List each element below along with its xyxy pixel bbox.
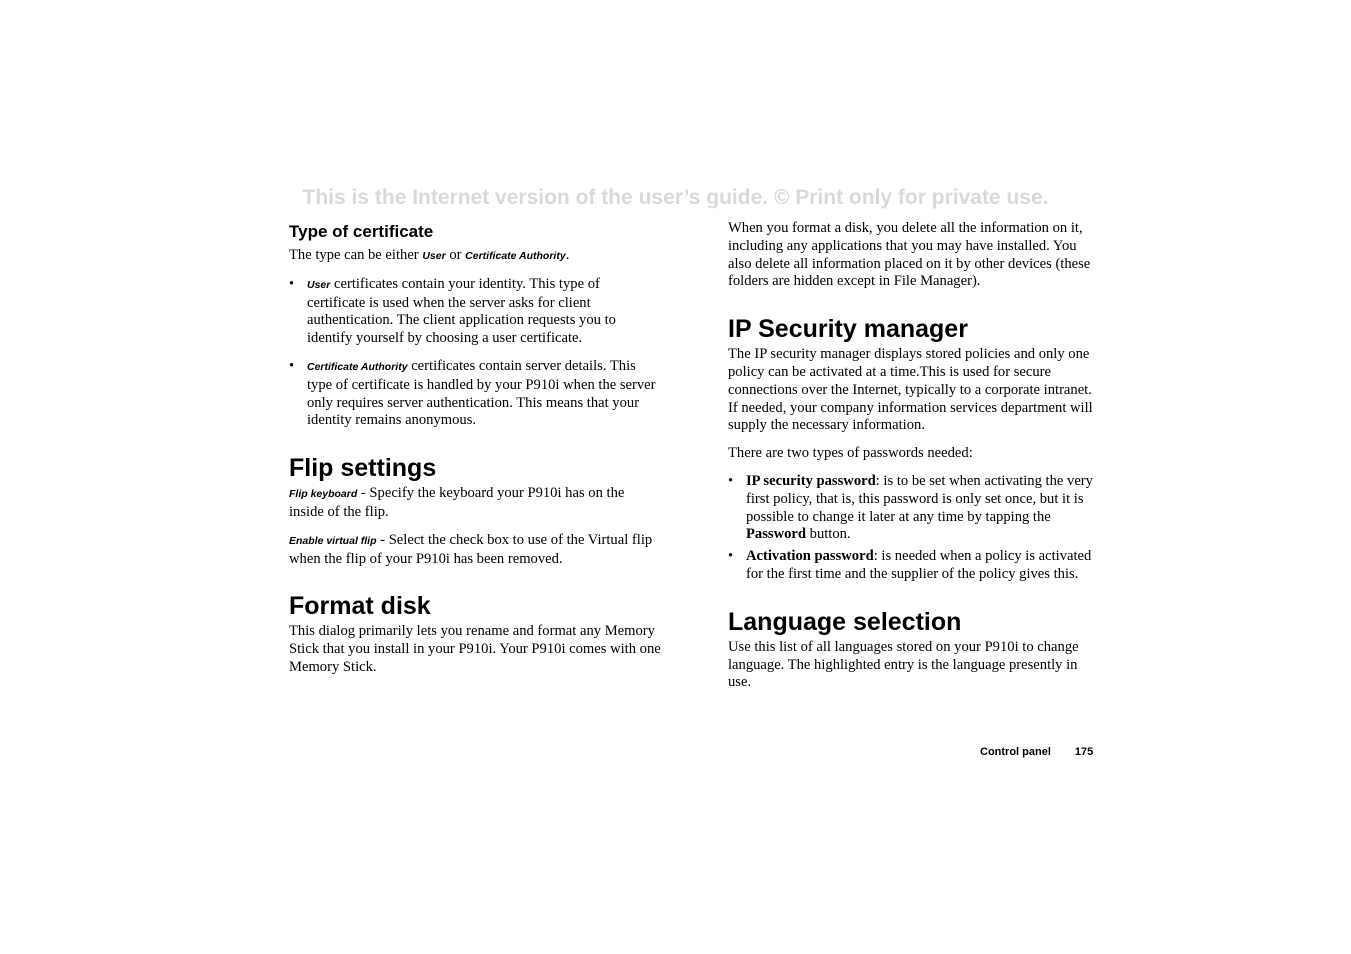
watermark: This is the Internet version of the user’s guide. © Print only for private use. — [302, 186, 1049, 209]
list-item: • User certificates contain your identity. This type of certificate is used when the server asks for client authentication. The client application requests you to identify yourself by choosing a user certificate. — [289, 275, 616, 347]
ip-security-manager-heading: IP Security manager — [728, 315, 968, 344]
page-number: 175 — [1074, 746, 1094, 758]
enable-virtual-flip-paragraph: Enable virtual flip - Select the check box to use of the Virtual flip when the flip of your P910i has been removed. — [289, 531, 653, 567]
right-column — [728, 220, 1100, 692]
language-selection-heading: Language selection — [728, 607, 962, 636]
list-item: • Activation password: is needed when a policy is activated for the first time and the supplier of the policy gives this. — [728, 548, 1092, 582]
left-column — [289, 220, 661, 677]
certificate-list — [289, 276, 661, 430]
password-types-paragraph: There are two types of passwords needed: — [728, 445, 973, 462]
flip-settings-heading: Flip settings — [289, 454, 437, 483]
type-of-certificate-heading: Type of certificate — [289, 222, 434, 241]
footer-section: Control panel — [980, 746, 1051, 758]
format-disk-continued: When you format a disk, you delete all the information on it, including any applications that you may have installed. You also delete all information placed on it by other devices (these folders are hidden except in File Manager). — [728, 220, 1091, 290]
list-item: • Certificate Authority certificates contain server details. This type of certificate is handled by your P910i when the server only requires server authentication. This means that your identity remains anonymous. — [289, 357, 656, 429]
language-selection-paragraph: Use this list of all languages stored on your P910i to change language. The highlighted entry is the language presently in use. — [728, 638, 1079, 691]
type-of-certificate-intro: The type can be either User or Certificate Authority. — [289, 247, 570, 263]
format-disk-heading: Format disk — [289, 592, 431, 621]
flip-keyboard-paragraph: Flip keyboard - Specify the keyboard your P910i has on the inside of the flip. — [289, 485, 625, 520]
password-list — [728, 473, 1100, 584]
list-item: • IP security password: is to be set when activating the very first policy, that is, this password is only set once, but it is possible to change it later at any time by tapping the Password button. — [728, 472, 1093, 543]
page-footer — [980, 746, 1093, 758]
format-disk-paragraph: This dialog primarily lets you rename and format any Memory Stick that you install in your P910i. Your P910i comes with one Memory Stick. — [289, 623, 661, 675]
ip-security-paragraph: The IP security manager displays stored policies and only one policy can be activated at a time.This is used for secure connections over the Internet, typically to a corporate intranet. If needed, your company information services department will supply the necessary information. — [728, 346, 1093, 434]
